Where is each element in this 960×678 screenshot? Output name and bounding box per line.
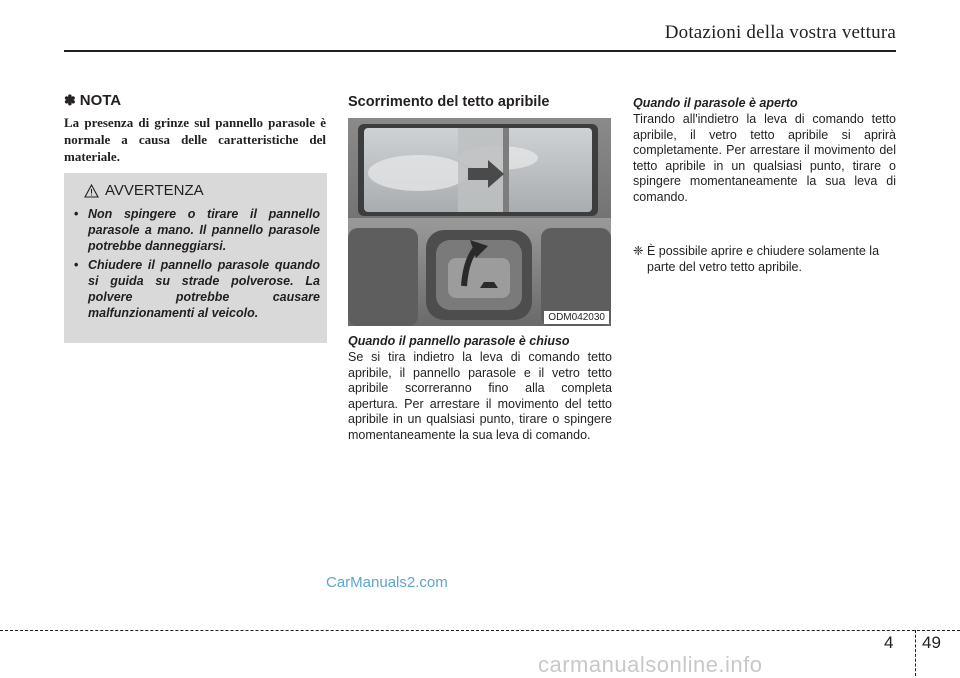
sunroof-illustration	[348, 118, 611, 326]
image-code: ODM042030	[544, 311, 609, 324]
warning-list	[72, 206, 320, 324]
nota-title: NOTA	[79, 92, 122, 109]
warning-triangle-icon	[84, 184, 99, 198]
sunroof-photo-graphic	[348, 118, 611, 326]
section-title: Scorrimento del tetto apribile	[348, 94, 550, 110]
warning-item: • Non spingere o tirare il pannello parasole a mano. Il pannello parasole potrebbe danneggiarsi.	[72, 206, 320, 254]
nota-star-icon: ✽	[64, 92, 76, 108]
watermark-link[interactable]: CarManuals2.com	[326, 574, 448, 591]
closed-heading: Quando il pannello parasole è chiuso	[348, 334, 570, 348]
closed-text: Se si tira indietro la leva di comando tetto apribile, il pannello parasole e il vetro tetto apribile scorreranno fino alla completa apertura. Per arrestare il movimento del tetto apribile in un qualsiasi punto, tirare o spingere momentaneamente la sua leva di comando.	[348, 350, 612, 442]
warning-item: • Chiudere il pannello parasole quando si guida su strade polverose. La polvere potrebbe causare malfunzionamenti al veicolo.	[72, 257, 320, 321]
sunroof-note: ❈ È possibile aprire e chiudere solamente la parte del vetro tetto apribile.	[633, 244, 880, 274]
warning-title: AVVERTENZA	[105, 182, 204, 199]
footer-divider	[915, 630, 916, 676]
warning-heading	[84, 182, 204, 199]
chapter-number: 4	[884, 633, 894, 652]
footer-rule	[0, 630, 960, 631]
warning-box	[64, 173, 327, 343]
nota-heading	[64, 92, 121, 109]
nota-body: La presenza di grinze sul pannello parasole è normale a causa delle caratteristiche del materiale.	[64, 115, 326, 164]
open-heading: Quando il parasole è aperto	[633, 96, 798, 110]
page-number: 49	[922, 633, 941, 652]
open-text: Tirando all'indietro la leva di comando tetto apribile, il vetro tetto apribile si aprirà completamente. Per arrestare il movimento del tetto apribile in un qualsiasi punto, tirare o spingere momentaneamente la sua leva di comando.	[633, 112, 896, 204]
footer-watermark: carmanualsonline.info	[538, 652, 763, 677]
page-header-title: Dotazioni della vostra vettura	[664, 22, 896, 43]
header-rule	[64, 50, 896, 52]
